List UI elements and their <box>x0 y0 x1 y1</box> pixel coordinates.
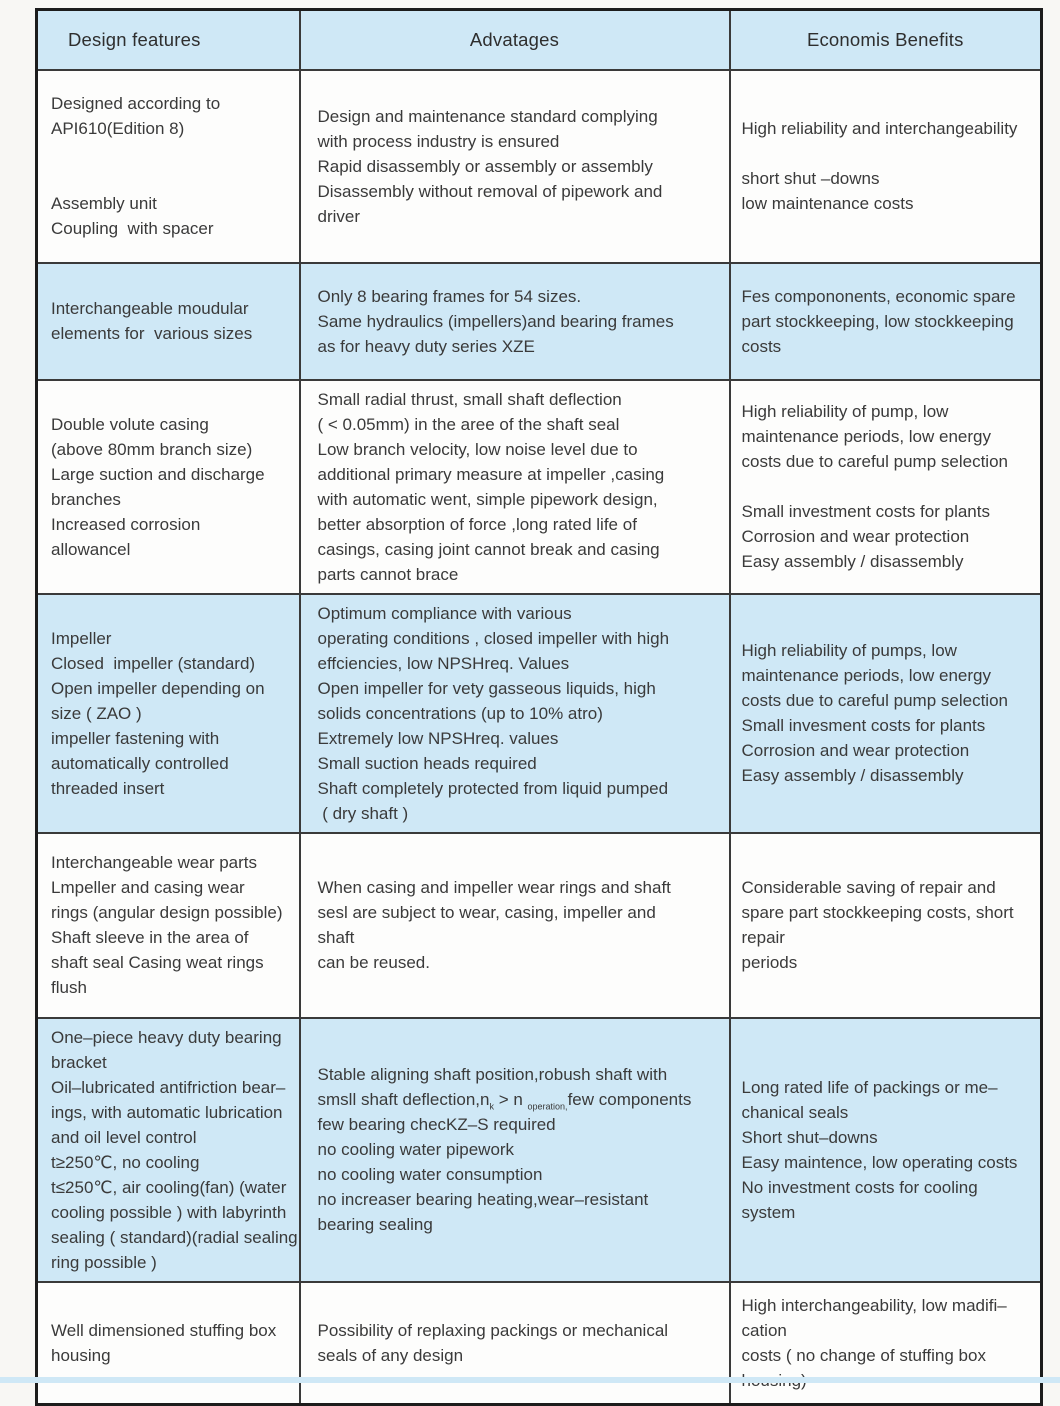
cell-advantages <box>300 1282 730 1405</box>
text-line: Easy maintence, low operating costs <box>741 1152 1018 1172</box>
text-line: Fes compononents, economic spare <box>741 286 1016 306</box>
text-line: Double volute casing <box>51 414 209 434</box>
text-line: cooling possible ) with labyrinth <box>51 1202 287 1222</box>
text-line: branches <box>51 489 121 509</box>
text-line: Well dimensioned stuffing box <box>51 1320 277 1340</box>
text-line: as for heavy duty series XZE <box>317 336 535 356</box>
text-line <box>51 141 291 166</box>
text-line: t≤250℃, air cooling(fan) (water <box>51 1177 287 1197</box>
table-row <box>37 380 1042 594</box>
text-line: Only 8 bearing frames for 54 sizes. <box>317 286 582 306</box>
text-line: costs due to careful pump selection <box>741 452 1008 471</box>
cell-benefits <box>730 1282 1042 1405</box>
table-header-row <box>37 10 1042 70</box>
cell-benefits <box>730 70 1042 263</box>
text-line: shaft seal Casing weat rings <box>51 953 264 972</box>
text-line: no cooling water pipework <box>317 1140 515 1159</box>
header-label: Economis Benefits <box>806 29 964 51</box>
text-line: Coupling with spacer <box>51 219 214 238</box>
cell-advantages <box>300 263 730 380</box>
text-line: smsll shaft $deflection,n_k > n$ $_{operation,}$few components <box>317 1090 692 1112</box>
table-row <box>37 70 1042 263</box>
text-line: Design and maintenance standard complying <box>317 106 658 126</box>
cell-advantages <box>300 1018 730 1282</box>
text-line: Interchangeable wear parts <box>51 853 258 872</box>
text-line: automatically controlled <box>51 753 229 773</box>
text-line: housing <box>51 1345 111 1365</box>
table-row <box>37 833 1042 1018</box>
text-line: Small invesment costs for plants <box>741 716 986 735</box>
text-line: ring possible ) <box>51 1252 157 1272</box>
text-line: High reliability of pump, low <box>741 402 949 421</box>
text-line: Short shut–downs <box>741 1127 878 1147</box>
cell-benefits <box>730 833 1042 1018</box>
text-line: When casing and impeller wear rings and shaft <box>317 878 671 897</box>
text-line: sesl are subject to wear, casing, impeller and <box>317 903 656 922</box>
cell-features <box>37 833 300 1018</box>
text-line: Rapid disassembly or assembly or assembly <box>317 156 653 176</box>
cell-benefits <box>730 1018 1042 1282</box>
text-line: cation <box>741 1320 787 1340</box>
cell-features <box>37 70 300 263</box>
text-line: solids concentrations (up to 10% atro) <box>317 703 603 723</box>
text-line: Shaft completely protected from liquid pumped <box>317 778 669 798</box>
table-row <box>37 1018 1042 1282</box>
cell-features <box>37 380 300 594</box>
text-line: part stockkeeping, low stockkeeping <box>741 311 1014 331</box>
text-line: bearing sealing <box>317 1215 433 1234</box>
cell-benefits <box>730 380 1042 594</box>
header-advantages <box>300 10 730 70</box>
text-line: Extremely low NPSHreq. values <box>317 728 559 748</box>
header-label: Advatages <box>469 29 560 51</box>
header-design-features <box>37 10 300 70</box>
text-line: Open impeller depending on <box>51 678 265 698</box>
text-line: with automatic went, simple pipework design, <box>317 489 658 509</box>
text-line: High reliability of pumps, low <box>741 641 957 660</box>
text-line: Disassembly without removal of pipework and <box>317 181 663 201</box>
text-line: additional primary measure at impeller ,casing <box>317 464 665 484</box>
text-line: Small investment costs for plants <box>741 502 990 521</box>
text-line: Large suction and discharge <box>51 464 265 484</box>
text-line: Interchangeable moudular <box>51 299 249 318</box>
text-line: Lmpeller and casing wear <box>51 878 245 897</box>
text-line: maintenance periods, low energy <box>741 666 991 685</box>
text-line: Low branch velocity, low noise level due to <box>317 439 638 459</box>
text-line: effciencies, low NPSHreq. Values <box>317 653 570 673</box>
text-line: Designed according to <box>51 94 221 113</box>
cell-features <box>37 1018 300 1282</box>
text-line: Open impeller for vety gasseous liquids, high <box>317 678 656 698</box>
text-line: High reliability and interchangeability <box>741 119 1018 138</box>
text-line: Small suction heads required <box>317 753 537 773</box>
text-line: no cooling water consumption <box>317 1165 543 1184</box>
cell-advantages <box>300 833 730 1018</box>
text-line: system <box>741 1202 796 1222</box>
text-line: Long rated life of packings or me– <box>741 1077 998 1097</box>
text-line: Assembly unit <box>51 194 157 213</box>
text-line: shaft <box>317 928 355 947</box>
text-line: better absorption of force ,long rated life of <box>317 514 637 534</box>
text-line: spare part stockkeeping costs, short <box>741 903 1014 922</box>
text-line: Optimum compliance with various <box>317 603 572 623</box>
text-line: costs due to careful pump selection <box>741 691 1008 710</box>
cell-features <box>37 594 300 833</box>
text-line: seals of any design <box>317 1345 464 1365</box>
text-line: ( dry shaft ) <box>317 803 409 823</box>
text-line: Small radial thrust, small shaft deflection <box>317 389 622 409</box>
text-line <box>742 141 1033 166</box>
text-line: API610(Edition 8) <box>51 119 185 138</box>
text-line: short shut –downs <box>741 169 880 188</box>
text-line: bracket <box>51 1052 107 1072</box>
cell-advantages <box>300 594 730 833</box>
table-row <box>37 1282 1042 1405</box>
text-line: elements for various sizes <box>51 324 253 343</box>
text-line: t≥250℃, no cooling <box>51 1152 200 1172</box>
table-row <box>37 263 1042 380</box>
text-line: ings, with automatic lubrication <box>51 1102 283 1122</box>
text-line: size ( ZAO ) <box>51 703 142 723</box>
cell-features <box>37 1282 300 1405</box>
cell-benefits <box>730 594 1042 833</box>
cell-features <box>37 263 300 380</box>
text-line: maintenance periods, low energy <box>741 427 991 446</box>
page-bottom-band <box>0 1377 1060 1383</box>
text-line: Easy assembly / disassembly <box>741 766 964 785</box>
header-label: Design features <box>68 29 201 51</box>
text-line: Stable aligning shaft position,robush shaft with <box>317 1065 668 1084</box>
text-line: Increased corrosion <box>51 514 201 534</box>
header-economic-benefits <box>730 10 1042 70</box>
text-line <box>51 166 291 191</box>
text-line: with process industry is ensured <box>317 131 560 151</box>
text-line: Easy assembly / disassembly <box>741 552 964 571</box>
text-line: flush <box>51 978 87 997</box>
text-line: rings (angular design possible) <box>51 903 283 922</box>
text-line: Possibility of replaxing packings or mechanical <box>317 1320 669 1340</box>
text-line: driver <box>317 206 361 226</box>
text-line: (above 80mm branch size) <box>51 439 253 459</box>
text-line: Same hydraulics (impellers)and bearing frames <box>317 311 674 331</box>
text-line: One–piece heavy duty bearing <box>51 1027 282 1047</box>
text-line: repair <box>741 928 785 947</box>
cell-advantages <box>300 380 730 594</box>
text-line: impeller fastening with <box>51 728 220 748</box>
text-line: and oil level control <box>51 1127 197 1147</box>
text-line: High interchangeability, low madifi– <box>741 1295 1007 1315</box>
text-line: few bearing checKZ–S required <box>317 1115 556 1134</box>
text-line: Oil–lubricated antifriction bear– <box>51 1077 286 1097</box>
text-line: Impeller <box>51 628 112 648</box>
text-line: low maintenance costs <box>741 194 914 213</box>
text-line: ( < 0.05mm) in the aree of the shaft seal <box>317 414 620 434</box>
features-advantages-benefits-table <box>35 8 1043 1406</box>
text-line: costs ( no change of stuffing box <box>741 1345 986 1365</box>
text-line: threaded insert <box>51 778 165 798</box>
text-line: Shaft sleeve in the area of <box>51 928 249 947</box>
text-line: operating conditions , closed impeller with high <box>317 628 670 648</box>
text-line: Closed impeller (standard) <box>51 653 256 673</box>
text-line: No investment costs for cooling <box>741 1177 978 1197</box>
cell-advantages <box>300 70 730 263</box>
text-line: periods <box>741 953 798 972</box>
text-line: Considerable saving of repair and <box>741 878 996 897</box>
text-line: allowancel <box>51 539 131 559</box>
cell-benefits <box>730 263 1042 380</box>
table-row <box>37 594 1042 833</box>
text-line <box>742 474 1033 499</box>
text-line: chanical seals <box>741 1102 849 1122</box>
text-line: casings, casing joint cannot break and casing <box>317 539 660 559</box>
text-line: can be reused. <box>317 953 430 972</box>
text-line: costs <box>741 336 782 356</box>
text-line: Corrosion and wear protection <box>741 527 970 546</box>
text-line: no increaser bearing heating,wear–resistant <box>317 1190 649 1209</box>
text-line: Corrosion and wear protection <box>741 741 970 760</box>
text-line: parts cannot brace <box>317 564 459 584</box>
text-line: sealing ( standard)(radial sealing <box>51 1227 298 1247</box>
